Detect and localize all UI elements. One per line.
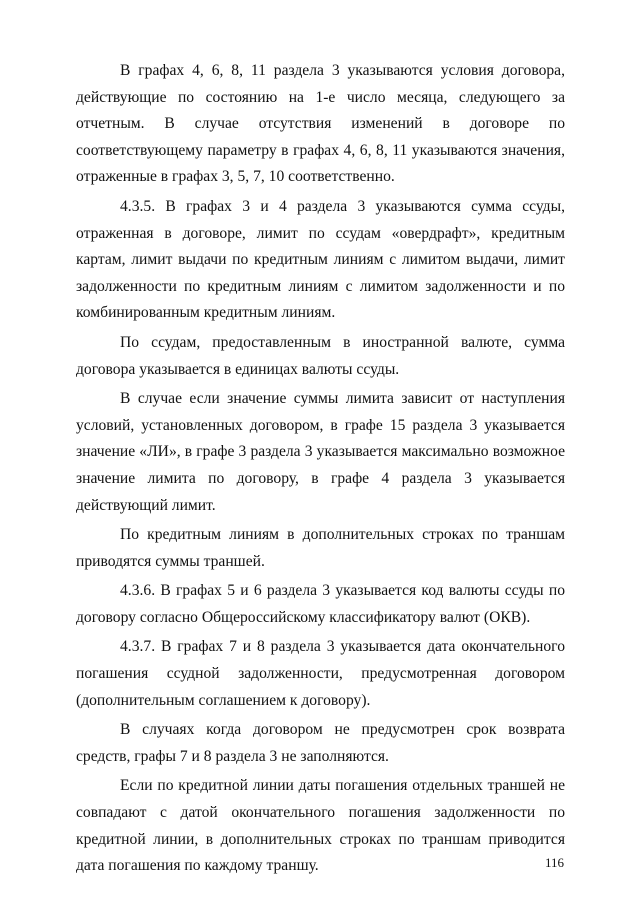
page-number: 116 — [544, 855, 564, 870]
paragraph-5: По кредитным линиям в дополнительных строках по траншам приводятся суммы траншей. — [76, 526, 565, 570]
paragraph-7: 4.3.7. В графах 7 и 8 раздела 3 указывается дата окончательного погашения ссудной задолженности, предусмотренная договором (дополнительным соглашением к договору). — [76, 638, 565, 709]
paragraph-2: 4.3.5. В графах 3 и 4 раздела 3 указываются сумма ссуды, отраженная в договоре, лимит по ссудам «овердрафт», кредитным картам, лимит выдачи по кредитным линиям с лимитом выдачи, лимит задолженности по кредитным линиям с лимитом задолженности и по комбинированным кредитным линиям. — [76, 197, 565, 322]
paragraph-3: По ссудам, предоставленным в иностранной валюте, сумма договора указывается в единицах валюты ссуды. — [76, 333, 565, 378]
document-body — [76, 58, 565, 883]
paragraph-9: Если по кредитной линии даты погашения отдельных траншей не совпадают с датой окончательного погашения задолженности по кредитной линии, в дополнительных строках по траншам приводится дата погашения по каждому траншу. — [76, 777, 565, 875]
paragraph-8: В случаях когда договором не предусмотрен срок возврата средств, графы 7 и 8 раздела 3 не заполняются. — [76, 721, 565, 765]
paragraph-6: 4.3.6. В графах 5 и 6 раздела 3 указывается код валюты ссуды по договору согласно Общероссийскому классификатору валют (ОКВ). — [76, 582, 565, 626]
paragraph-4: В случае если значение суммы лимита зависит от наступления условий, установленных договором, в графе 15 раздела 3 указывается значение «ЛИ», в графе 3 раздела 3 указывается максимально возможное значение лимита по договору, в графе 4 раздела 3 указывается действующий лимит. — [76, 390, 565, 514]
paragraph-1: В графах 4, 6, 8, 11 раздела 3 указываются условия договора, действующие по состоянию на 1-е число месяца, следующего за отчетным. В случае отсутствия изменений в договоре по соответствующему параметру в графах 4, 6, 8, 11 указываются значения, отраженные в графах 3, 5, 7, 10 соответственно. — [76, 62, 565, 186]
